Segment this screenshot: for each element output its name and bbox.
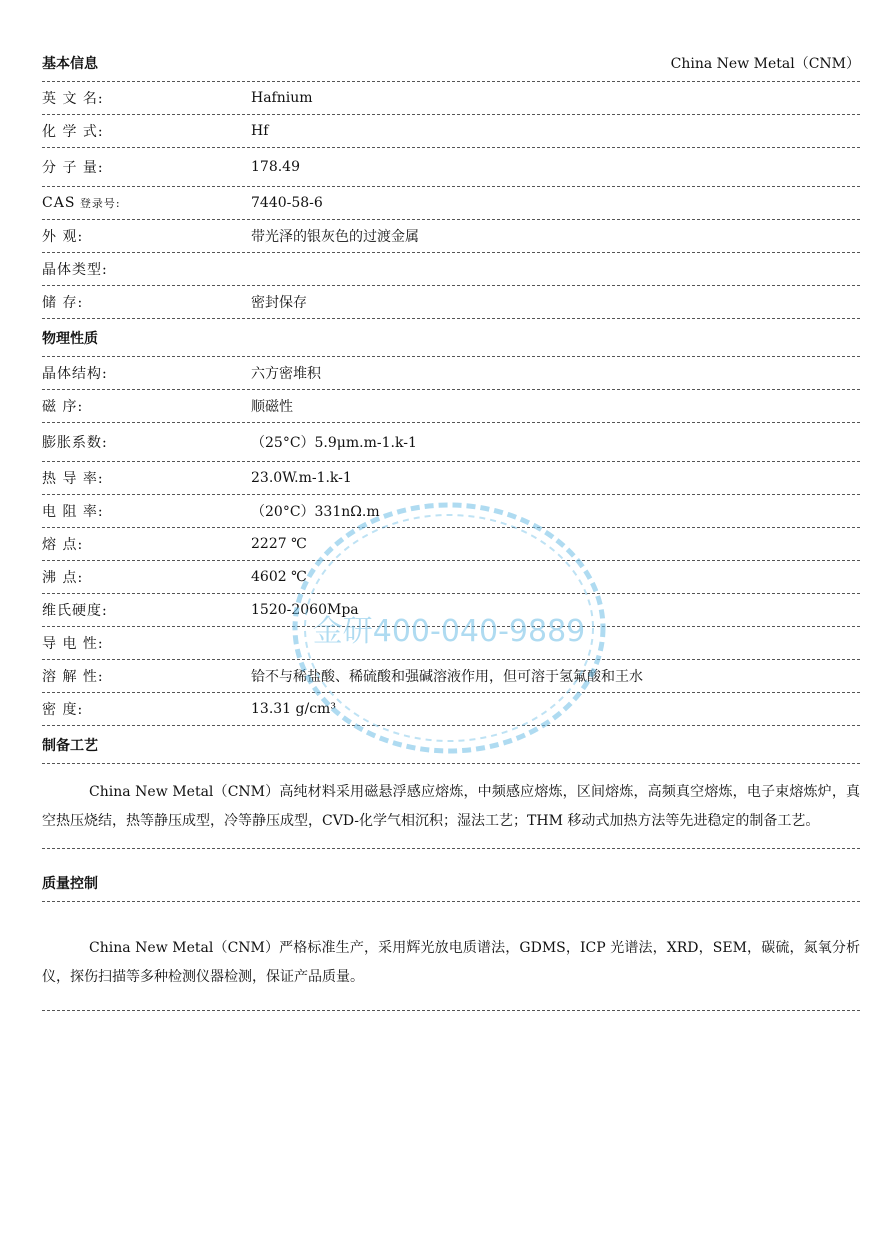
field-label: 维氏硬度:	[42, 603, 108, 619]
field-value: 铪不与稀盐酸、稀硫酸和强碱溶液作用，但可溶于氢氟酸和王水	[251, 669, 643, 685]
field-label: 晶体结构:	[42, 366, 108, 382]
field-value: 密封保存	[251, 295, 307, 311]
row-storage	[42, 286, 860, 319]
field-label: 分 子 量:	[42, 160, 104, 176]
row-appearance	[42, 220, 860, 253]
watermark-text: 金研400-040-9889	[312, 614, 586, 649]
field-value: 1520-2060Mpa	[251, 602, 359, 618]
physical-header	[42, 319, 860, 357]
field-label: 磁 序:	[42, 399, 84, 415]
field-value: 23.0W.m-1.k-1	[251, 470, 352, 486]
physical-title: 物理性质	[42, 330, 98, 347]
field-label: 储 存:	[42, 295, 84, 311]
field-value: 178.49	[251, 159, 300, 175]
row-solubility	[42, 660, 860, 693]
field-label: 英 文 名:	[42, 91, 104, 107]
field-value: 7440-58-6	[251, 195, 323, 211]
field-value: 13.31 g/cm³	[251, 701, 336, 717]
field-label: 膨胀系数:	[42, 435, 108, 451]
row-density	[42, 693, 860, 726]
quality-paragraph: China New Metal（CNM）严格标准生产，采用辉光放电质谱法，GDMS，ICP 光谱法，XRD，SEM，碳硫，氮氧分析仪，探伤扫描等多种检测仪器检测，保证产品质量。	[42, 902, 860, 1011]
process-title: 制备工艺	[42, 737, 98, 754]
row-magnetic-order	[42, 390, 860, 423]
field-label: 密 度:	[42, 702, 84, 718]
basic-info-title: 基本信息	[42, 55, 98, 72]
field-label: 沸 点:	[42, 570, 84, 586]
field-label: 溶 解 性:	[42, 669, 104, 685]
field-label: 熔 点:	[42, 537, 84, 553]
field-label: 热 导 率:	[42, 471, 104, 487]
field-value: 六方密堆积	[251, 366, 321, 382]
field-value: 带光泽的银灰色的过渡金属	[251, 229, 419, 245]
field-value: （25°C）5.9μm.m-1.k-1	[251, 435, 417, 451]
row-english-name	[42, 82, 860, 115]
field-label: 晶体类型:	[42, 262, 108, 278]
cas-label-main: CAS	[42, 195, 76, 211]
company-name: China New Metal（CNM）	[670, 55, 860, 72]
field-label	[42, 195, 251, 211]
row-boiling-point	[42, 561, 860, 594]
row-crystal-structure	[42, 357, 860, 390]
row-vickers-hardness	[42, 594, 860, 627]
row-conductivity	[42, 627, 860, 660]
document-page	[42, 44, 860, 1011]
field-value: Hf	[251, 123, 269, 139]
process-header	[42, 726, 860, 764]
field-value: Hafnium	[251, 90, 313, 106]
row-melting-point	[42, 528, 860, 561]
field-label: 化 学 式:	[42, 124, 104, 140]
basic-info-header	[42, 44, 860, 82]
field-value: 2227 ℃	[251, 536, 307, 552]
field-label: 导 电 性:	[42, 636, 104, 652]
field-value: 4602 ℃	[251, 569, 307, 585]
field-label: 外 观:	[42, 229, 84, 245]
field-value: 顺磁性	[251, 399, 293, 415]
field-value: （20°C）331nΩ.m	[251, 504, 380, 520]
row-expansion	[42, 423, 860, 462]
row-thermal-conductivity	[42, 462, 860, 495]
row-molecular-weight	[42, 148, 860, 187]
cas-label-small: 登录号:	[75, 197, 121, 210]
quality-header	[42, 865, 860, 901]
row-crystal-type	[42, 253, 860, 286]
row-resistivity	[42, 495, 860, 528]
field-label: 电 阻 率:	[42, 504, 104, 520]
row-cas	[42, 187, 860, 220]
process-paragraph: China New Metal（CNM）高纯材料采用磁悬浮感应熔炼，中频感应熔炼，区间熔炼，高频真空熔炼，电子束熔炼炉，真空热压烧结，热等静压成型，冷等静压成型，CVD-化学气相沉积；湿法工艺；THM 移动式加热方法等先进稳定的制备工艺。	[42, 764, 860, 849]
quality-title: 质量控制	[42, 876, 98, 892]
row-formula	[42, 115, 860, 148]
